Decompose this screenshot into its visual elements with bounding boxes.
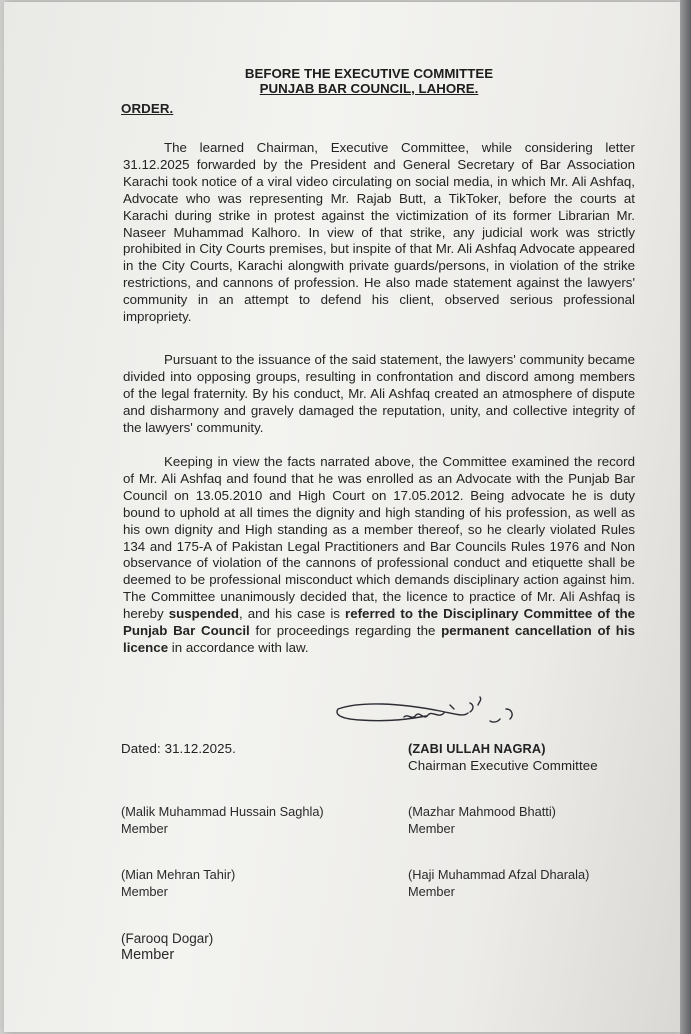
chairman-title: Chairman Executive Committee [408, 758, 598, 773]
chairman-signature [330, 695, 530, 743]
paragraph-3-text-d: for proceedings regarding the [249, 623, 442, 639]
member-role: Member [408, 884, 455, 899]
dated: Dated: 31.12.2025. [121, 741, 236, 756]
member-name: (Malik Muhammad Hussain Saghla) [121, 804, 324, 819]
paragraph-1-text: The learned Chairman, Executive Committee, while considering letter 31.12.2025 forwarded by the President and General Secretary of Bar Association Karachi took notice of a viral video circulating on social media, in which Mr. Ali Ashfaq, Advocate who was representing Mr. Rajab Butt, a TikToker, before the courts at Karachi during strike in protest against the victimization of its former Librarian Mr. Naseer Muhammad Kalhoro. In view of that strike, any judicial work was strictly prohibited in City Courts premises, but inspite of that Mr. Ali Ashfaq Advocate appeared in the City Courts, Karachi alongwith private guards/persons, in violation of the strike restrictions, and cannons of profession. He also made statement against the lawyers' community in an attempt to defend his client, observed serious professional impropriety. [123, 140, 635, 325]
member-role: Member [121, 884, 168, 899]
member-block [408, 866, 589, 900]
order-label: ORDER. [121, 101, 174, 116]
paragraph-3-bold-cancellation: permanent cancellation of his licence [123, 623, 636, 655]
paragraph-3-text-c: , and his case is [238, 606, 346, 622]
paragraph-3-text-a: Keeping in view the facts narrated above, the Committee examined the record of Mr. Ali Ashfaq and found that he was enrolled as an Advocate with the Punjab Bar Council on 13.05.2010 and High Court on 17.05.2012. Being advocate he is duty bound to uphold at all times the dignity and high standing of his profession, as well as his own dignity and High standing as a member thereof, so he clearly violated Rules 134 and 175-A of Pakistan Legal Practitioners and Bar Councils Rules 1976 and Non observance of violation of the cannons of professional conduct and etiquette shall be deemed to be professional misconduct which demands disciplinary action against him. The Committee unanimously decided that, the licence to practice of Mr. Ali Ashfaq is hereby [123, 454, 635, 622]
document-page [4, 2, 680, 1032]
member-name: (Mazhar Mahmood Bhatti) [408, 804, 556, 819]
member-role: Member [121, 821, 168, 836]
member-name: (Mian Mehran Tahir) [121, 867, 236, 882]
member-role: Member [408, 821, 455, 836]
paragraph-3 [123, 454, 635, 657]
chairman-name: (ZABI ULLAH NAGRA) [408, 741, 546, 756]
paragraph-2 [123, 352, 635, 437]
paragraph-3-bold-suspended: suspended [168, 606, 239, 622]
member-block [121, 803, 324, 837]
member-role: Member [121, 947, 175, 963]
paragraph-3-bold-referred: referred to the Disciplinary Committee of the Punjab Bar Council [123, 606, 635, 639]
member-name: (Haji Muhammad Afzal Dharala) [408, 867, 590, 882]
paragraph-2-text: Pursuant to the issuance of the said statement, the lawyers' community became divided into opposing groups, resulting in confrontation and discord among members of the legal fraternity. By his conduct, Mr. Ali Ashfaq created an atmosphere of dispute and disharmony and gravely damaged the reputation, unity, and collective integrity of the lawyers' community. [123, 352, 635, 435]
member-block [121, 930, 213, 964]
heading-line-1: BEFORE THE EXECUTIVE COMMITTEE [244, 66, 494, 81]
heading-line-2: PUNJAB BAR COUNCIL, LAHORE. [259, 81, 479, 96]
member-name: (Farooq Dogar) [121, 931, 214, 946]
paragraph-3-text-e: in accordance with law. [168, 639, 309, 655]
paragraph-1 [123, 140, 635, 326]
photo-right-edge [680, 0, 691, 1034]
member-block [121, 866, 235, 900]
member-block [408, 803, 556, 837]
